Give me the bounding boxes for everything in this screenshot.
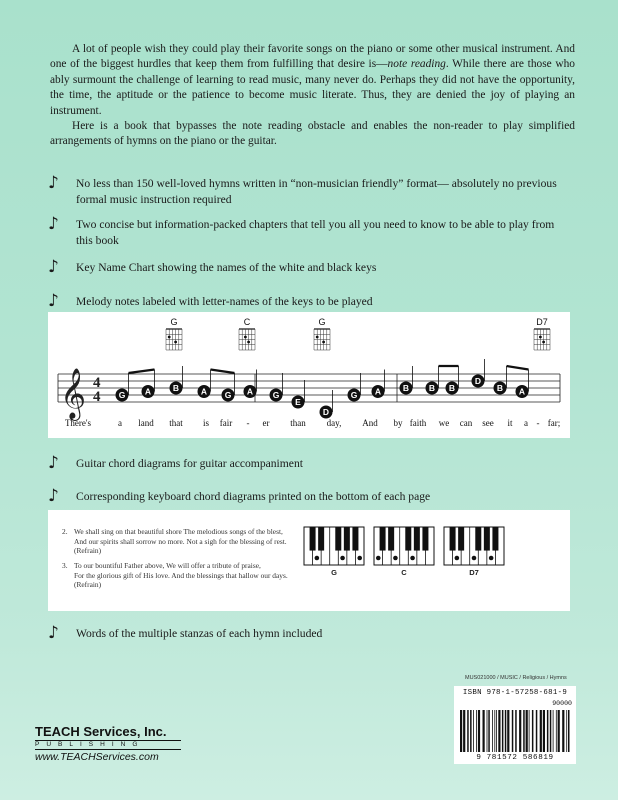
bullet-text: Words of the multiple stanzas of each hymn included [76, 627, 323, 640]
note-letter: G [118, 390, 126, 401]
barcode-graphic [454, 686, 576, 764]
guitar-chord-diagram [239, 329, 255, 350]
barcode-number: 9 781572 586819 [476, 754, 554, 762]
note-letter: A [246, 386, 254, 397]
lyric-syllable: we [438, 418, 450, 428]
music-note-icon: ♪ [48, 257, 59, 277]
melody-note [472, 359, 485, 388]
note-beam [507, 366, 529, 370]
intro-paragraph-1 [50, 42, 575, 119]
time-signature-bottom: 4 [93, 389, 101, 405]
lyric-syllable: a [524, 418, 528, 428]
note-letter: E [295, 397, 301, 408]
lyric-syllable: can [459, 418, 473, 428]
stanza-line: For the glorious gift of His love. And the blessings that hallow our days. [74, 570, 288, 580]
melody-note [116, 373, 129, 402]
note-beam [129, 370, 155, 374]
intro-text [50, 42, 575, 150]
chord-sample-panel [48, 510, 570, 611]
bullet-item [48, 291, 568, 311]
stanza-refrain: (Refrain) [74, 580, 102, 590]
note-letter: B [496, 383, 504, 394]
stanza-line: And our spirits shall sorrow no more. Not a sigh for the blessing of rest. [74, 536, 287, 546]
melody-note [426, 366, 439, 395]
guitar-chord-name: C [243, 317, 251, 327]
note-letter: G [350, 390, 358, 401]
guitar-chord-diagram [166, 329, 182, 350]
note-letter: A [518, 386, 526, 397]
stanza-line: To our bountiful Father above, We will offer a tribute of praise, [74, 561, 261, 570]
lyric-syllable: it [507, 418, 513, 428]
guitar-chord-name: G [318, 317, 326, 327]
music-note-icon: ♪ [48, 486, 59, 506]
keyboard-chord-label: D7 [469, 568, 479, 577]
keyboard-chord-label: C [401, 568, 407, 577]
keyboard-chord-diagram [444, 527, 504, 565]
time-signature-top: 4 [93, 375, 101, 391]
guitar-chord-diagram [314, 329, 330, 350]
note-letter: A [144, 386, 152, 397]
bullet-item [48, 486, 568, 506]
stanza-number: 3. [62, 561, 68, 570]
bullet-text: Two concise but information-packed chapters that tell you all you need to know to be able to play from this book [76, 218, 555, 247]
note-letter: B [428, 383, 436, 394]
lyric-syllable: see [482, 418, 494, 428]
lyric-syllable: There's [64, 418, 92, 428]
music-sample-panel [48, 312, 570, 438]
bullet-item [48, 173, 568, 207]
note-letter: B [172, 383, 180, 394]
bullet-text: Corresponding keyboard chord diagrams printed on the bottom of each page [76, 490, 431, 503]
price-code: 90000 [552, 700, 572, 707]
category-code: MUS021000 / MUSIC / Religious / Hymns [465, 675, 567, 681]
guitar-chord-diagram [534, 329, 550, 350]
keyboard-chord-diagram [374, 527, 434, 565]
melody-note [400, 366, 413, 395]
lyric-syllable: than [290, 418, 306, 428]
bullet-text: Melody notes labeled with letter-names of the keys to be played [76, 295, 373, 308]
keyboard-diagrams-svg [48, 510, 570, 611]
bullet-text: Key Name Chart showing the names of the white and black keys [76, 261, 377, 274]
melody-note [292, 380, 305, 409]
keyboard-chord-label: G [331, 568, 337, 577]
stanza-line: We shall sing on that beautiful shore The melodious songs of the blest, [74, 527, 283, 536]
note-letter: B [448, 383, 456, 394]
keyboard-chord-diagram [304, 527, 364, 565]
lyric-syllable: er [262, 418, 270, 428]
lyric-syllable: day, [326, 418, 342, 428]
guitar-chord-name: D7 [536, 317, 548, 327]
intro-p1-end: . While there are those who ably surmount the challenge of learning to read music, many never do. Perhaps they did not have the opportunity, the time, the aptitude or the patience to become music literate. Thus, they are denied the joy of playing an instrument. [50, 58, 575, 117]
barcode-block [454, 686, 576, 764]
lyric-syllable: - [246, 418, 250, 428]
music-note-icon: ♪ [48, 173, 59, 193]
note-letter: A [200, 386, 208, 397]
guitar-chord-name: G [170, 317, 178, 327]
lyric-syllable: faith [409, 418, 427, 428]
lyric-syllable: that [169, 418, 183, 428]
bullet-item [48, 623, 568, 643]
publisher-url: www.TEACHServices.com [35, 751, 159, 763]
lyric-syllable: is [202, 418, 210, 428]
music-note-icon: ♪ [48, 623, 59, 643]
intro-p1-text: A lot of people wish they could play their favorite songs on the piano or some other musical instrument. And one of the biggest hurdles that keep them from fulfilling that desire is— [50, 43, 575, 71]
isbn-text: ISBN 978-1-57258-681-9 [462, 689, 568, 697]
lyric-syllable: And [362, 418, 378, 428]
treble-clef-icon: 𝄞 [60, 368, 87, 419]
bullet-text: Guitar chord diagrams for guitar accompaniment [76, 457, 303, 470]
note-letter: G [224, 390, 232, 401]
bullet-item [48, 453, 568, 473]
melody-note [348, 373, 361, 402]
note-letter: G [272, 390, 280, 401]
melody-note [222, 373, 235, 402]
lyric-syllable: a [118, 418, 122, 428]
melody-note [170, 366, 183, 395]
melody-note [494, 366, 507, 395]
intro-p1-emphasis: note reading [387, 58, 446, 71]
bullet-item [48, 257, 568, 277]
lyric-syllable: - [536, 418, 540, 428]
music-note-icon: ♪ [48, 453, 59, 473]
melody-note [320, 390, 333, 419]
stanza-refrain: (Refrain) [74, 546, 102, 556]
publisher-name: TEACH Services, Inc. [35, 724, 167, 739]
note-letter: D [474, 376, 482, 387]
note-beam [211, 370, 235, 374]
publisher-subtitle: PUBLISHING [35, 740, 181, 750]
melody-note [446, 366, 459, 395]
music-note-icon: ♪ [48, 214, 59, 234]
note-letter: A [374, 386, 382, 397]
lyric-syllable: land [138, 418, 154, 428]
intro-paragraph-2: Here is a book that bypasses the note reading obstacle and enables the non-reader to play simplified arrangements of hymns on the piano or the guitar. [50, 120, 575, 148]
music-staff-svg [48, 312, 570, 438]
bullet-item [48, 214, 568, 248]
stanza-number: 2. [62, 527, 68, 536]
note-letter: D [322, 407, 330, 418]
melody-note [270, 373, 283, 402]
lyric-syllable: by [393, 418, 403, 428]
bullet-text: No less than 150 well-loved hymns written in “non-musician friendly” format— absolutely no previous formal music instruction required [76, 177, 557, 206]
note-letter: B [402, 383, 410, 394]
music-note-icon: ♪ [48, 291, 59, 311]
lyric-syllable: far; [547, 418, 561, 428]
lyric-syllable: fair [219, 418, 233, 428]
